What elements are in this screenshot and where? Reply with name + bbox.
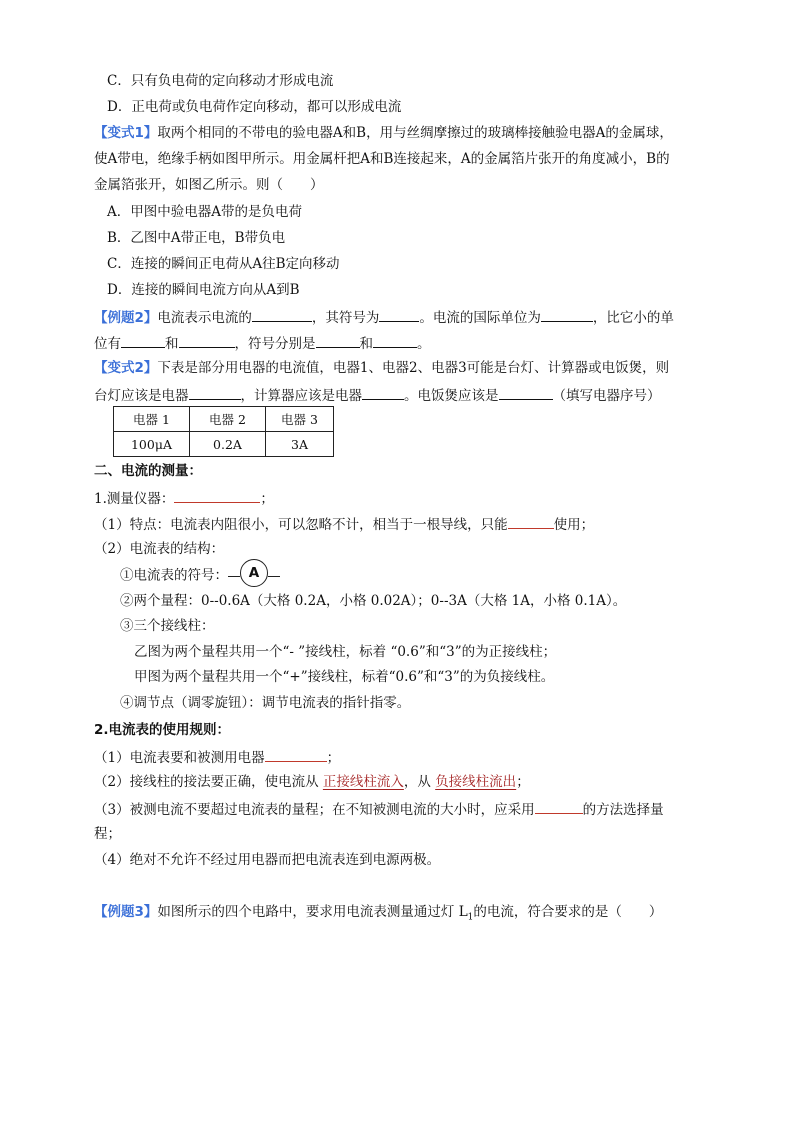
blank[interactable]: [179, 333, 235, 348]
blank[interactable]: [541, 307, 593, 322]
terminal-jia: 甲图为两个量程共用一个“+”接线柱，标着“0.6”和“3”的为负接线柱。: [134, 669, 555, 685]
symbol-line: ①电流表的符号： A: [120, 565, 280, 587]
example-2-line2: 位有 和 ，符号分别是 和 。: [94, 333, 431, 353]
blank[interactable]: [362, 385, 404, 400]
blank[interactable]: [189, 385, 241, 400]
terminal-line: ③三个接线柱：: [120, 618, 215, 634]
table-header-cell: 电器 2: [190, 407, 266, 432]
table-cell: 100μA: [114, 432, 190, 457]
rule-4: （4）绝对不允许不经过用电器而把电流表连到电源两极。: [94, 852, 441, 868]
terminal-yi: 乙图为两个量程共用一个“- ”接线柱，标着 “0.6”和“3”的为正接线柱；: [134, 644, 557, 660]
rule-3-cont: 程；: [94, 826, 121, 842]
section-3-title: 2.电流表的使用规则：: [94, 722, 231, 738]
variant-1-option-d: D．连接的瞬间电流方向从A到B: [107, 282, 300, 298]
blank[interactable]: [373, 333, 417, 348]
rule-1: （1）电流表要和被测用电器 ；: [94, 747, 340, 767]
blank[interactable]: [535, 799, 583, 814]
variant-2-line1: 【变式2】下表是部分用电器的电流值，电器1、电器2、电器3可能是台灯、计算器或电饭煲，则: [94, 360, 670, 376]
variant-tag: 【变式2】: [94, 360, 158, 376]
wire-right: [268, 576, 280, 577]
range-line: ②两个量程：0--0.6A（大格 0.2A，小格 0.02A）；0--3A（大格 1A，小格 0.1A）。: [120, 593, 627, 609]
option-c: C．只有负电荷的定向移动才形成电流: [107, 73, 334, 89]
blank[interactable]: [265, 747, 327, 762]
example-tag: 【例题3】: [94, 904, 158, 920]
zero-adjust-line: ④调节点（调零旋钮）：调节电流表的指针指零。: [120, 695, 411, 711]
measure-instrument: 1.测量仪器： ；: [94, 488, 274, 508]
blank[interactable]: [252, 307, 312, 322]
variant-1-option-b: B．乙图中A带正电，B带负电: [107, 230, 286, 246]
variant-tag: 【变式1】: [94, 125, 158, 141]
example-3: 【例题3】如图所示的四个电路中，要求用电流表测量通过灯 $L_1$的电流，符合要求的是（ ）: [94, 904, 663, 923]
feature-line: （1）特点：电流表内阻很小，可以忽略不计，相当于一根导线，只能 使用；: [94, 514, 594, 534]
table-cell: 3A: [266, 432, 334, 457]
table-row: [114, 432, 334, 457]
variant-2-line2: 台灯应该是电器 ，计算器应该是电器 。电饭煲应该是 （填写电器序号）: [94, 385, 661, 405]
option-d: D．正电荷或负电荷作定向移动，都可以形成电流: [107, 99, 402, 115]
appliance-current-table: [113, 406, 334, 457]
blank[interactable]: [316, 333, 360, 348]
table-header-row: [114, 407, 334, 432]
table-cell: 0.2A: [190, 432, 266, 457]
variant-1-option-c: C．连接的瞬间正电荷从A往B定向移动: [107, 256, 340, 272]
variant-1-line3: 金属箔张开，如图乙所示。则（ ）: [94, 177, 324, 193]
wire-left: [228, 576, 240, 577]
rule-2: （2）接线柱的接法要正确，使电流从 正接线柱流入，从 负接线柱流出；: [94, 774, 530, 790]
ammeter-symbol-icon: A: [240, 559, 268, 587]
example-2-line1: 【例题2】电流表示电流的 ，其符号为 。电流的国际单位为 ，比它小的单: [94, 307, 674, 327]
rule-3: （3）被测电流不要超过电流表的量程；在不知被测电流的大小时，应采用 的方法选择量: [94, 799, 664, 819]
answer-positive-terminal: 正接线柱流入: [322, 774, 404, 790]
blank[interactable]: [508, 514, 554, 529]
variant-1-line2: 使A带电，绝缘手柄如图甲所示。用金属杆把A和B连接起来，A的金属箔片张开的角度减小，B的: [94, 151, 670, 167]
example-tag: 【例题2】: [94, 310, 158, 326]
variant-1-line1: 【变式1】取两个相同的不带电的验电器A和B，用与丝绸摩擦过的玻璃棒接触验电器A的金属球，: [94, 125, 673, 141]
table-header-cell: 电器 3: [266, 407, 334, 432]
blank[interactable]: [379, 307, 419, 322]
blank[interactable]: [121, 333, 165, 348]
blank[interactable]: [499, 385, 553, 400]
structure-line: （2）电流表的结构：: [94, 541, 225, 557]
section-2-title: 二、电流的测量：: [94, 463, 202, 479]
table-header-cell: 电器 1: [114, 407, 190, 432]
blank[interactable]: [174, 488, 260, 503]
variant-1-option-a: A．甲图中验电器A带的是负电荷: [107, 204, 302, 220]
answer-negative-terminal: 负接线柱流出: [435, 774, 517, 790]
